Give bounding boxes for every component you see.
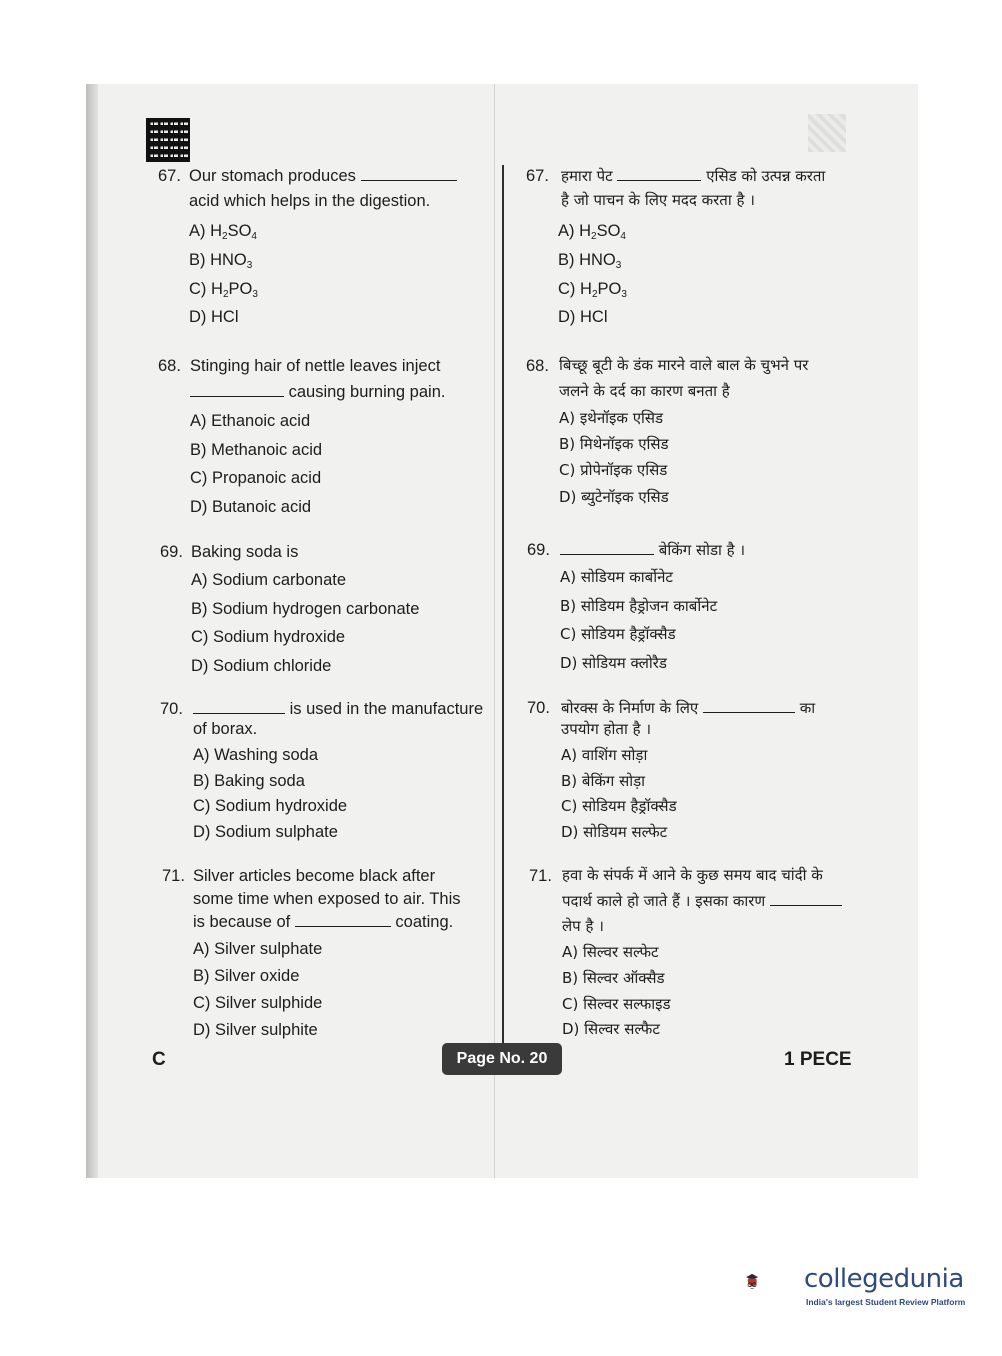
question-text: पदार्थ काले हो जाते हैं । इसका कारण xyxy=(562,892,766,910)
question-text: acid which helps in the digestion. xyxy=(189,192,431,210)
option-a: A) Ethanoic acid xyxy=(190,412,311,430)
question-number: 69. xyxy=(527,541,550,559)
answer-blank xyxy=(770,893,842,906)
option-a: A) सिल्वर सल्फेट xyxy=(562,943,659,961)
option-c: C) Propanoic acid xyxy=(190,469,322,487)
question-number: 69. xyxy=(160,543,183,561)
option-c: C) $H_2PO_3$ xyxy=(558,280,627,300)
option-c: C) सोडियम हैड्रॉक्सैड xyxy=(561,797,677,815)
option-d: D) ब्युटेनॉइक एसिड xyxy=(559,488,669,506)
option-b: B) Silver oxide xyxy=(193,967,300,985)
option-c: C) $H_2PO_3$ xyxy=(189,280,258,300)
option-b: B) Sodium hydrogen carbonate xyxy=(191,600,420,618)
option-c: C) सोडियम हैड्रॉक्सैड xyxy=(560,625,676,643)
option-b: B) मिथेनॉइक एसिड xyxy=(559,435,669,453)
column-divider xyxy=(502,165,504,1045)
question-text: उपयोग होता है । xyxy=(561,720,652,738)
question-text: लेप है । xyxy=(562,917,604,935)
logo-tagline: India's largest Student Review Platform xyxy=(806,1297,966,1307)
question-text: coating. xyxy=(395,913,454,931)
question-text: is because of xyxy=(193,913,291,931)
question-text: some time when exposed to air. This xyxy=(193,890,461,908)
question-number: 70. xyxy=(160,700,183,718)
collegedunia-mascot-icon xyxy=(744,1250,806,1314)
question-text: हवा के संपर्क में आने के कुछ समय बाद चांदी के xyxy=(562,866,823,884)
question-number: 71. xyxy=(529,867,552,885)
option-d: D) Silver sulphite xyxy=(193,1021,318,1039)
question-number: 67. xyxy=(526,167,549,185)
option-d: D) HCl xyxy=(558,308,608,326)
option-d: D) Sodium sulphate xyxy=(193,823,338,841)
option-c: C) Silver sulphide xyxy=(193,994,323,1012)
option-a: A) Washing soda xyxy=(193,746,319,764)
option-c: C) Sodium hydroxide xyxy=(191,628,346,646)
answer-blank xyxy=(190,384,284,397)
qr-code-icon xyxy=(146,118,190,162)
option-b: B) Methanoic acid xyxy=(190,441,323,459)
question-number: 70. xyxy=(527,699,550,717)
option-a: A) Sodium carbonate xyxy=(191,571,347,589)
paper-code: 1 PECE xyxy=(784,1049,852,1070)
option-b: B) $HNO_3$ xyxy=(558,251,622,271)
question-text: Baking soda is xyxy=(191,543,299,561)
question-text: is used in the manufacture xyxy=(289,700,484,718)
question-number: 68. xyxy=(158,357,181,375)
question-text: है जो पाचन के लिए मदद करता है । xyxy=(561,191,755,209)
answer-blank xyxy=(295,914,391,927)
option-a: A) सोडियम कार्बोनेट xyxy=(560,568,673,586)
option-b: B) बेकिंग सोड़ा xyxy=(561,772,646,790)
option-c: C) Sodium hydroxide xyxy=(193,797,348,815)
question-text: Stinging hair of nettle leaves inject xyxy=(190,357,441,375)
answer-blank xyxy=(560,542,654,555)
question-text: जलने के दर्द का कारण बनता है xyxy=(559,382,730,400)
question-text: बोरक्स के निर्माण के लिए xyxy=(561,699,699,717)
option-d: D) सिल्वर सल्फैट xyxy=(562,1020,660,1038)
question-text: एसिड को उत्पन्न करता xyxy=(706,167,826,185)
faded-qr-code-icon xyxy=(808,114,846,152)
question-number: 67. xyxy=(158,167,181,185)
option-a: A) इथेनॉइक एसिड xyxy=(559,409,664,427)
option-b: B) सोडियम हैड्रोजन कार्बोनेट xyxy=(560,597,718,615)
collegedunia-logo-text: collegedunia xyxy=(804,1264,964,1294)
option-a: A) Silver sulphate xyxy=(193,940,323,958)
question-number: 71. xyxy=(162,867,185,885)
question-text: Silver articles become black after xyxy=(193,867,436,885)
option-a: A) वाशिंग सोड़ा xyxy=(561,746,648,764)
option-c: C) सिल्वर सल्फाइड xyxy=(562,995,671,1013)
option-d: D) HCl xyxy=(189,308,239,326)
option-d: D) Butanoic acid xyxy=(190,498,312,516)
question-text: बिच्छू बूटी के डंक मारने वाले बाल के चुभने पर xyxy=(559,356,809,374)
question-text: का xyxy=(799,699,816,717)
option-b: B) $HNO_3$ xyxy=(189,251,253,271)
option-d: D) सोडियम क्लोरैड xyxy=(560,654,667,672)
option-d: D) सोडियम सल्फेट xyxy=(561,823,668,841)
question-text: Our stomach produces xyxy=(189,167,356,185)
answer-blank xyxy=(703,700,795,713)
option-b: B) सिल्वर ऑक्सैड xyxy=(562,969,665,987)
option-b: B) Baking soda xyxy=(193,772,305,790)
answer-blank xyxy=(617,168,701,181)
question-number: 68. xyxy=(526,357,549,375)
option-a: A) $H_2SO_4$ xyxy=(558,222,626,242)
booklet-set: C xyxy=(152,1049,166,1070)
question-text: of borax. xyxy=(193,720,258,738)
option-d: D) Sodium chloride xyxy=(191,657,332,675)
option-c: C) प्रोपेनॉइक एसिड xyxy=(559,461,668,479)
page-number-badge: Page No. 20 xyxy=(442,1043,562,1075)
option-a: A) $H_2SO_4$ xyxy=(189,222,257,242)
question-text: हमारा पेट xyxy=(561,167,613,185)
answer-blank xyxy=(361,168,457,181)
answer-blank xyxy=(193,701,285,714)
question-text: बेकिंग सोडा है । xyxy=(658,541,746,559)
question-text: causing burning pain. xyxy=(288,383,446,401)
fold-line xyxy=(494,84,495,1178)
page-shadow-edge xyxy=(86,84,98,1178)
